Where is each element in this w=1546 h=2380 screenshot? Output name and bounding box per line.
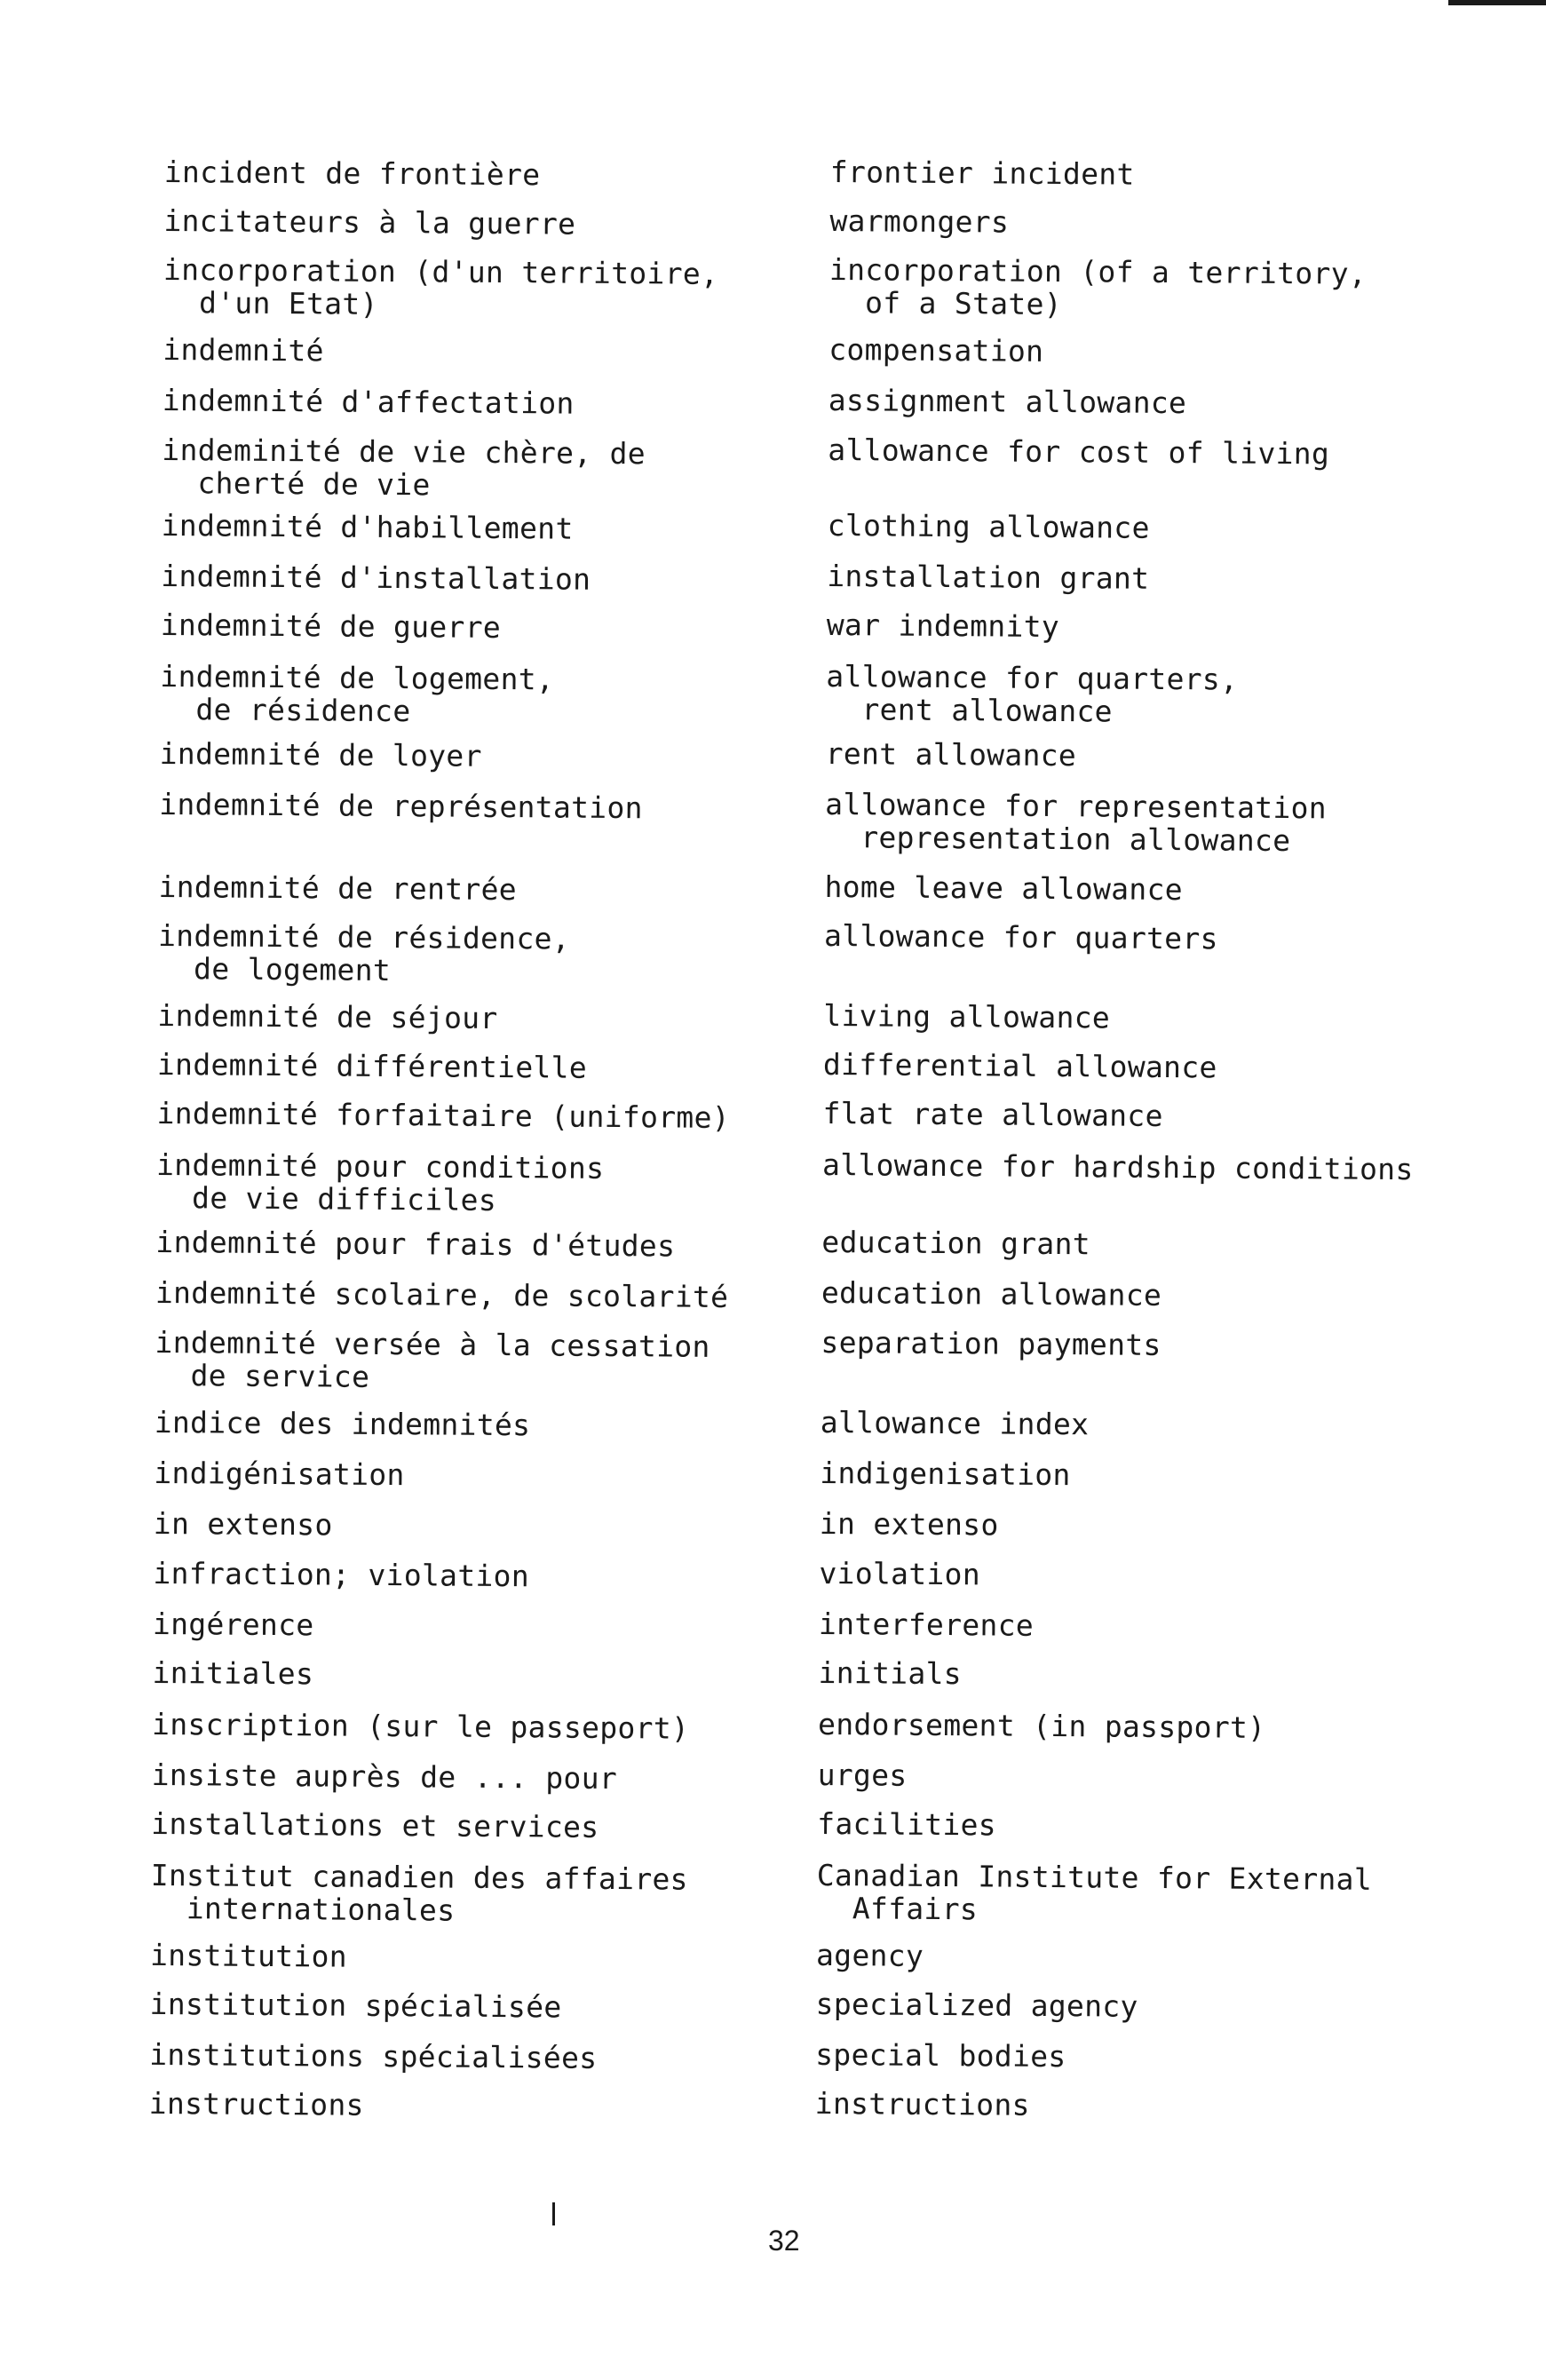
french-term: Institut canadien des affaires internationales	[150, 1857, 688, 1928]
french-term: indemnité de résidence, de logement	[157, 917, 571, 988]
english-term: frontier incident	[829, 155, 1135, 192]
english-term: initials	[818, 1654, 963, 1692]
english-term: separation payments	[821, 1324, 1161, 1362]
french-term: incorporation (d'un territoire, d'un Etat)	[163, 251, 719, 321]
english-term: war indemnity	[826, 607, 1060, 645]
english-term: instructions	[814, 2085, 1030, 2122]
french-term: incitateurs à la guerre	[163, 202, 576, 242]
english-term: home leave allowance	[824, 869, 1184, 908]
french-term: indemnité de guerre	[160, 607, 502, 645]
english-terms-column	[814, 155, 1470, 2203]
french-term: institution spécialisée	[149, 1986, 562, 2025]
page-number: 32	[768, 2225, 800, 2257]
english-term: allowance for representation representation allowance	[824, 786, 1328, 859]
english-term: installation grant	[827, 558, 1150, 596]
english-term: facilities	[817, 1805, 997, 1843]
english-term: endorsement (in passport)	[817, 1706, 1266, 1745]
english-term: living allowance	[823, 997, 1111, 1035]
english-term: assignment allowance	[828, 382, 1187, 421]
english-term: violation	[819, 1555, 981, 1592]
french-term: indemnité pour conditions de vie difficiles	[155, 1146, 605, 1218]
french-term: indemnité de loyer	[159, 735, 482, 774]
english-term: specialized agency	[815, 1986, 1138, 2024]
english-term: agency	[815, 1937, 924, 1973]
french-term: incident de frontière	[163, 155, 541, 193]
french-term: indice des indemnités	[154, 1404, 531, 1443]
french-term: institution	[149, 1937, 348, 1974]
english-term: special bodies	[815, 2036, 1066, 2075]
french-term: indemnité	[163, 331, 324, 369]
english-term: clothing allowance	[827, 507, 1150, 545]
french-term: indemnité d'habillement	[161, 507, 574, 546]
english-term: allowance for hardship conditions	[821, 1146, 1414, 1187]
english-term: in extenso	[819, 1505, 999, 1543]
english-term: flat rate allowance	[822, 1095, 1163, 1133]
english-term: compensation	[828, 331, 1044, 369]
french-term: insiste auprès de ... pour	[151, 1757, 618, 1797]
french-term: indemnité pour frais d'études	[155, 1224, 676, 1264]
scan-tick-mark	[552, 2202, 555, 2225]
french-term: indigénisation	[154, 1455, 405, 1493]
french-term: indemnité d'affectation	[162, 382, 575, 421]
french-term: indemnité scolaire, de scolarité	[155, 1274, 729, 1315]
english-term: allowance index	[820, 1404, 1090, 1442]
french-term: in extenso	[153, 1505, 333, 1543]
english-term: allowance for quarters	[823, 917, 1218, 956]
scan-edge-mark	[1448, 0, 1546, 5]
french-term: indeminité de vie chère, de cherté de vie	[161, 432, 646, 503]
french-term: indemnité versée à la cessation de service	[155, 1324, 710, 1394]
french-term: indemnité de logement, de résidence	[159, 658, 555, 729]
english-term: allowance for cost of living	[828, 432, 1330, 472]
french-term: infraction; violation	[153, 1555, 530, 1594]
french-term: indemnité différentielle	[156, 1046, 588, 1085]
english-term: urges	[817, 1757, 908, 1793]
english-term: differential allowance	[822, 1046, 1217, 1085]
french-term: indemnité de rentrée	[158, 869, 518, 908]
french-terms-column	[148, 155, 839, 2203]
english-term: indigenisation	[820, 1455, 1071, 1493]
english-term: allowance for quarters, rent allowance	[825, 658, 1239, 729]
english-term: education allowance	[821, 1274, 1162, 1313]
english-term: education grant	[821, 1224, 1091, 1262]
english-term: interference	[818, 1606, 1035, 1643]
french-term: instructions	[148, 2085, 364, 2122]
french-term: indemnité d'installation	[161, 558, 591, 597]
english-term: incorporation (of a territory, of a State)	[828, 251, 1368, 322]
english-term: Canadian Institute for External Affairs	[816, 1857, 1373, 1927]
english-term: warmongers	[829, 202, 1010, 240]
french-term: initiales	[152, 1654, 314, 1692]
french-term: installations et services	[151, 1805, 599, 1844]
french-term: indemnité de séjour	[157, 997, 498, 1035]
french-term: institutions spécialisées	[149, 2036, 598, 2075]
french-term: indemnité de représentation	[159, 786, 643, 826]
french-term: indemnité forfaitaire (uniforme)	[156, 1095, 731, 1136]
french-term: inscription (sur le passeport)	[151, 1706, 690, 1746]
english-term: rent allowance	[825, 735, 1077, 774]
french-term: ingérence	[152, 1606, 314, 1643]
